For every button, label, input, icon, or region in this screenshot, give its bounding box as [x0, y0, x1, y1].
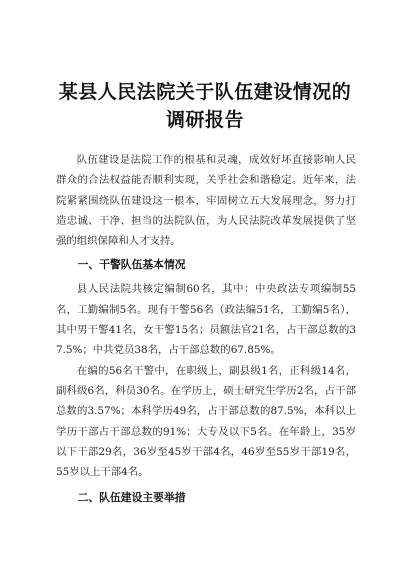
section-1-paragraph-1: 县人民法院共核定编制60名，其中：中央政法专项编制55名，工勤编制5名。现有干警56名（政法编51名，工勤编5名），其中男干警41名，女干警15名；员额法官21名，占干部总数的37.5%；中共党员38名，占干部总数的67.85%。 — [56, 283, 356, 357]
section-2-heading: 二、队伍建设主要举措 — [77, 491, 186, 505]
section-1-paragraph-2: 在编的56名干警中，在职级上，副县级1名，正科级14名，副科级6名，科员30名。在学历上，硕士研究生学历2名，占干部总数的3.57%；本科学历49名，占干部总数的87.5%，本科以上学历干部占干部总数的91%；大专及以下5名。在年龄上，35岁以下干部29名，36岁至45岁干部4名，46岁至55岁干部19名，55岁以上干部4名。 — [56, 364, 356, 479]
document-body — [56, 150, 356, 512]
document-title-line-2: 调研报告 — [165, 109, 244, 131]
section-1-heading: 一、干警队伍基本情况 — [77, 258, 186, 272]
intro-paragraph: 队伍建设是法院工作的根基和灵魂，成效好坏直接影响人民群众的合法权益能否顺利实现，关乎社会和谐稳定。近年来，法院紧紧围绕队伍建设这一根本，牢固树立五大发展理念，努力打造忠诚、干净、担当的法院队伍，为人民法院改革发展提供了坚强的组织保障和人才支持。 — [56, 154, 356, 248]
document-title — [40, 78, 370, 134]
document-title-line-1: 某县人民法院关于队伍建设情况的 — [58, 81, 352, 103]
